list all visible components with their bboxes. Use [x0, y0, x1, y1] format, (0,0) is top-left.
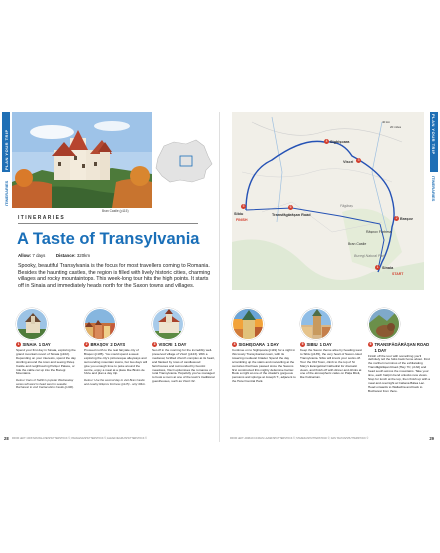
- map-label-viscri: Viscri: [343, 160, 354, 164]
- side-tab-label: PLAN YOUR TRIP: [4, 129, 9, 170]
- stop-name: VISCRI: [158, 342, 173, 347]
- trip-meta: [18, 253, 90, 258]
- side-tab-left: [2, 112, 10, 172]
- stop-marker-icon: 4: [233, 342, 236, 346]
- stop-name: SINAIA: [22, 342, 37, 347]
- side-tab-sub-left: [2, 174, 10, 208]
- stop-photo: [152, 308, 184, 340]
- stop-description: Proceed north to the real fairytale city of Brașov (p105). You could spend a week exploring the city's picturesque alleyways and surrounding mountain towns, but two days will give you enough time to poke around the centre, enjoy a meal at a place like Bistro de l'Arte and plan a day trip.: [84, 348, 148, 376]
- map-label-rasnov: Râșnov Fortress: [366, 230, 392, 234]
- map-marker-sibiu: 5: [242, 204, 245, 208]
- photo-credits-right: FROM LEFT: ADRIAN CATALIN LAZAR/SHUTTERSTOCK ©; STAZEKA/SHUTTERSTOCK ©; DAN TAUTAN/SHUTTERSTOCK ©: [230, 437, 369, 440]
- stop-description: Spend your first day in Sinaia, exploring the grand mountain resort of Sinaia (p102). Depending on your interests, spend the day strolling around the town and seeing Peleș Castle and neighbouring Pelișor Palace, or ride the cable car up into the Bucegi Mountains.: [16, 348, 76, 376]
- photo-credits-left: FROM LEFT: CRISTIAN BALATE/SHUTTERSTOCK ©; PAVALENA/SHUTTERSTOCK ©; ELENA NEGRU/SHUTTERSTOCK ©: [12, 437, 147, 440]
- stop-detour-note: Detour: Fans of Netflix's popular Wednesday series will want to head west to seaside Bucharest to visit Cantacuzino Castle (p100).: [16, 378, 74, 390]
- stop-name: BRAȘOV: [90, 342, 109, 347]
- map-marker-transfagarasan: 6: [289, 205, 292, 209]
- scale-km: 40 km: [382, 120, 391, 124]
- stop-name: SIBIU: [306, 342, 318, 347]
- map-label-bucegi: Bucegi Natural Park: [354, 254, 386, 258]
- page-title: A Taste of Transylvania: [17, 230, 200, 248]
- stop-photo: [300, 308, 332, 340]
- stop-sighisoara: [232, 308, 296, 384]
- stop-name: TRANSFĂGĂRĂȘAN ROAD: [374, 342, 430, 347]
- stop-marker-icon: 3: [153, 342, 156, 346]
- right-page: [220, 112, 438, 442]
- stop-description: Keep the Saxon theme alive by heading west to Sibiu (p135), the very heart of Saxon-ruled Transylvania. Sibiu will knock your socks off. Tour the Old Town, climb to the top of St Mary's Evangelical Cathedral for dramatic views, and finish off with dinner and drinks at one of the atmospheric cafes on Piața Mică, like Kulinarium.: [300, 348, 362, 380]
- stop-transfagarasan: [368, 308, 432, 394]
- scale-miles: 20 miles: [390, 125, 402, 129]
- stop-marker-icon: 5: [301, 342, 304, 346]
- map-marker-sighisoara: 4: [325, 139, 328, 143]
- map-label-sinaia: Sinaia: [382, 266, 394, 270]
- map-marker-brasov: 2: [395, 216, 398, 220]
- side-tab-sub-right: [430, 174, 438, 208]
- kicker-divider: [18, 223, 198, 224]
- distance-value: 320km: [76, 253, 90, 258]
- stop-description: Continue on to Sighișoara (p119) for a night in this lovely Transylvanian town, with its towering medieval Citadel. Spend the day scrambling up the stairs and marvelling at the centuries that have passed since the Saxons first constructed this mighty defensive barrier. Book a night at one of the citadel's gorgeous pensions and splurge at Joseph T., adjacent to the Hotel Central Park.: [232, 348, 296, 384]
- allow-value: 7 days: [32, 253, 46, 258]
- stop-marker-icon: 6: [369, 342, 372, 346]
- stop-days: 2 DAYS: [110, 342, 126, 347]
- stop-photo: [84, 308, 116, 340]
- map-label-bran: Bran Castle: [348, 242, 367, 246]
- stop-photo: [368, 308, 400, 340]
- stop-days: 1 DAY: [374, 347, 387, 353]
- stop-description: Finish off the tour with something you'll definitely tell the folks back home about. Find the northern terminus of the exhilarating Transfăgărășan Road (Hwy 7C; p132) and head south across the mountains. Take your time, each hairpin bend unlocks new views. Stop for lunch at the top, then finish up with a meal and overnight at Cabana Bâlea Lac. Head onwards to Wallachia and back to Bucharest from there.: [368, 353, 430, 393]
- stop-name: SIGHIȘOARA: [238, 342, 266, 347]
- map-label-transfagarasan: Transfăgărășan Road: [272, 213, 311, 217]
- stop-sinaia: [16, 308, 80, 390]
- stop-days: 1 DAY: [267, 342, 279, 347]
- stop-description: Set off in the morning for the incredibly well-preserved village of Viscri (p123). With a medieval, fortified church complex at its heart, and flanked by rows of candlewood farmhouses and surrounded by bucolic meadows, Viscri epitomises the romance of rural Transylvania. Hopefully you've managed to book a room at one of the town's traditional guesthouses, such as Viscri 32.: [152, 348, 215, 384]
- map-label-finish: FINISH: [236, 218, 248, 222]
- stop-photo: [16, 308, 48, 340]
- side-tab-right: [430, 112, 438, 172]
- stop-detour-note: Detour: Use the second day to visit Bran Castle and nearby Râșnov Fortress (p115) - only 30km.: [84, 378, 146, 386]
- map-label-start: START: [392, 272, 404, 276]
- romania-locator-map: [152, 138, 214, 186]
- bran-castle-photo: [12, 112, 152, 208]
- page-number-right: 29: [429, 436, 434, 441]
- route-map: [232, 112, 424, 290]
- stop-photo: [232, 308, 264, 340]
- stop-sibiu: [300, 308, 364, 380]
- stop-days: 1 DAY: [319, 342, 332, 347]
- stop-days: 1 DAY: [38, 342, 51, 347]
- side-tab-sub-label: ITINERARIES: [4, 180, 9, 206]
- map-label-sibiu: Sibiu: [234, 212, 244, 216]
- intro-paragraph: Spooky, beautiful Transylvania is the focus for most travellers coming to Romania. Besides the haunting castles, the region is filled with lively historic cities, charming villages and rocky mountaintops. This week-long tour hits the high points. It starts off in Sinaia and immediately heads north for the Saxon towns and villages.: [18, 263, 211, 289]
- map-label-fagaras: Făgăraș: [340, 204, 353, 208]
- map-label-brasov: Brașov: [400, 217, 413, 221]
- page-number-left: 28: [4, 436, 9, 441]
- allow-label: Allow:: [18, 253, 32, 258]
- left-page: [2, 112, 220, 442]
- stop-marker-icon: 1: [17, 342, 20, 346]
- map-marker-sinaia: 1: [376, 265, 379, 269]
- side-tab-label: PLAN YOUR TRIP: [431, 114, 436, 155]
- photo-caption: Bran Castle (p115): [102, 209, 129, 213]
- stop-days: 1 DAY: [174, 342, 187, 347]
- map-label-sighisoara: Sighișoara: [330, 140, 350, 144]
- section-kicker: ITINERARIES: [18, 215, 66, 221]
- stop-viscri: [152, 308, 216, 384]
- stop-brasov: [84, 308, 148, 386]
- map-marker-viscri: 3: [357, 158, 360, 162]
- distance-label: Distance:: [55, 253, 76, 258]
- stop-marker-icon: 2: [85, 342, 88, 346]
- side-tab-sub-label: ITINERARIES: [431, 176, 436, 202]
